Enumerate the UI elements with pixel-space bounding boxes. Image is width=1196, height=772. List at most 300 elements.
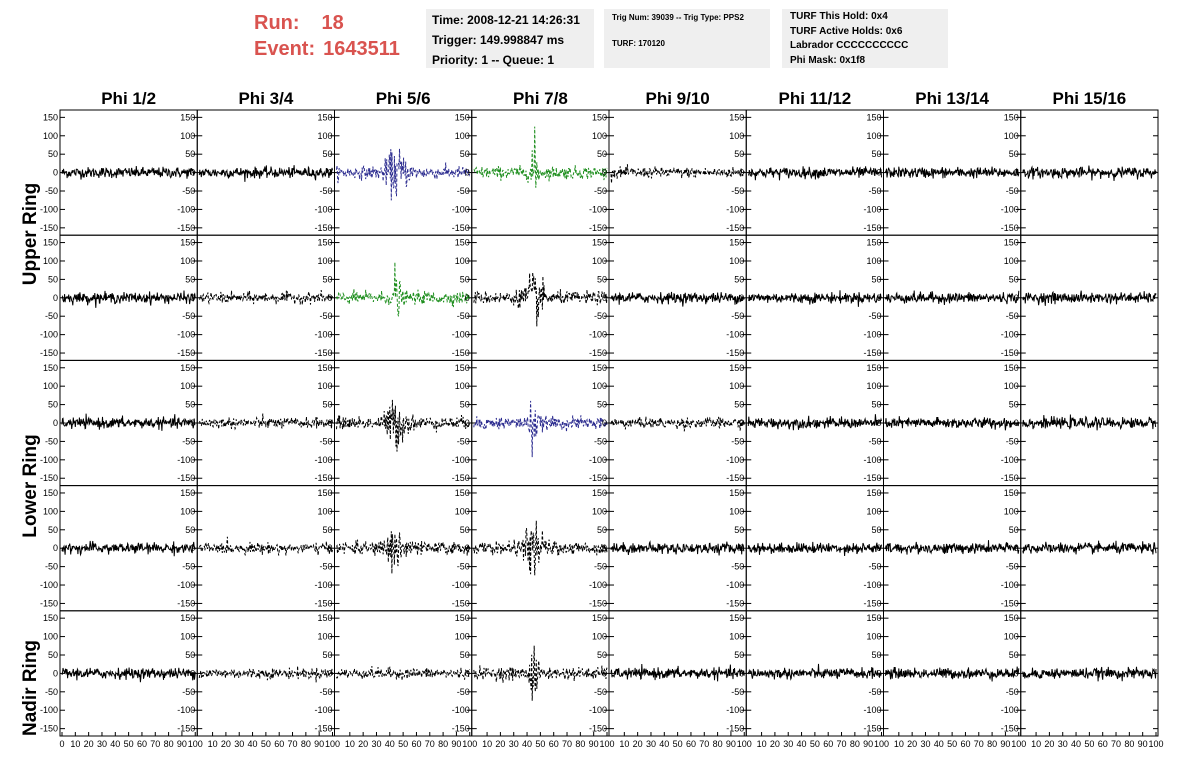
x-tick-label: 30 <box>1057 739 1068 749</box>
y-tick-label: 0 <box>1013 543 1019 554</box>
x-tick-label: 20 <box>632 739 643 749</box>
y-tick-label: 100 <box>42 255 58 266</box>
y-tick-label: 100 <box>454 506 470 517</box>
y-tick-label: 150 <box>1003 362 1019 373</box>
x-tick-label: 10 <box>619 739 630 749</box>
y-tick-label: -100 <box>451 580 470 591</box>
y-tick-label: -50 <box>319 311 333 322</box>
y-tick-label: 150 <box>729 362 745 373</box>
y-tick-label: -50 <box>868 311 882 322</box>
x-tick-label: 80 <box>712 739 723 749</box>
y-tick-label: 50 <box>1008 649 1019 660</box>
y-tick-label: 0 <box>52 167 58 178</box>
y-tick-label: -150 <box>314 723 333 734</box>
y-tick-label: 0 <box>601 543 607 554</box>
run-label: Run: <box>254 12 300 34</box>
y-tick-label: -150 <box>863 723 882 734</box>
waveform-trace <box>1023 667 1156 682</box>
x-tick-label: 20 <box>907 739 918 749</box>
waveform-trace <box>199 290 332 305</box>
x-tick-label: 90 <box>176 739 187 749</box>
y-tick-label: -50 <box>44 686 58 697</box>
y-tick-label: 0 <box>739 668 745 679</box>
y-tick-label: -150 <box>39 723 58 734</box>
x-tick-label: 40 <box>933 739 944 749</box>
y-tick-label: -50 <box>456 186 470 197</box>
y-tick-label: 0 <box>464 668 470 679</box>
y-tick-label: -50 <box>44 561 58 572</box>
y-tick-label: -100 <box>314 329 333 340</box>
y-tick-label: 0 <box>190 167 196 178</box>
y-tick-label: 50 <box>322 649 333 660</box>
y-tick-label: -150 <box>588 348 607 359</box>
y-tick-label: 50 <box>734 649 745 660</box>
y-tick-label: 150 <box>180 362 196 373</box>
y-tick-label: 150 <box>591 487 607 498</box>
y-tick-label: 150 <box>180 237 196 248</box>
y-tick-label: -150 <box>863 348 882 359</box>
y-tick-label: -100 <box>863 705 882 716</box>
y-tick-label: 0 <box>1013 292 1019 303</box>
y-tick-label: 50 <box>47 649 58 660</box>
x-tick-label: 60 <box>685 739 696 749</box>
waveform-trace <box>1023 166 1156 181</box>
y-tick-label: -150 <box>726 598 745 609</box>
waveform-trace <box>474 401 607 457</box>
y-tick-label: -100 <box>1000 705 1019 716</box>
x-tick-label: 20 <box>1044 739 1055 749</box>
y-tick-label: 0 <box>1013 668 1019 679</box>
y-tick-label: -150 <box>177 348 196 359</box>
x-tick-label: 80 <box>300 739 311 749</box>
y-tick-label: 150 <box>591 237 607 248</box>
y-tick-label: 100 <box>1003 381 1019 392</box>
x-tick-label: 90 <box>588 739 599 749</box>
y-tick-label: 50 <box>734 274 745 285</box>
x-tick-label: 50 <box>260 739 271 749</box>
x-tick-label: 60 <box>1097 739 1108 749</box>
labrador-text: Labrador CCCCCCCCCC <box>790 40 909 51</box>
waveform-trace <box>337 531 470 573</box>
y-tick-label: 50 <box>871 649 882 660</box>
x-tick-label: 70 <box>150 739 161 749</box>
y-tick-label: 100 <box>317 631 333 642</box>
y-tick-label: -150 <box>588 222 607 233</box>
y-tick-label: 150 <box>317 487 333 498</box>
y-tick-label: -50 <box>319 436 333 447</box>
y-tick-label: -50 <box>731 436 745 447</box>
y-tick-label: 0 <box>876 167 882 178</box>
x-tick-label: 30 <box>783 739 794 749</box>
column-header: Phi 11/12 <box>778 89 852 108</box>
waveform-trace <box>199 666 332 683</box>
y-tick-label: 100 <box>729 506 745 517</box>
y-tick-label: 150 <box>42 613 58 624</box>
x-tick-label: 70 <box>973 739 984 749</box>
waveform-trace <box>886 540 1019 554</box>
waveform-trace <box>474 646 607 701</box>
y-tick-label: 150 <box>1003 237 1019 248</box>
y-tick-label: -150 <box>863 222 882 233</box>
y-tick-label: 0 <box>876 668 882 679</box>
x-tick-label: 20 <box>83 739 94 749</box>
x-tick-label: 50 <box>535 739 546 749</box>
y-tick-label: -100 <box>1000 580 1019 591</box>
y-tick-label: 100 <box>317 506 333 517</box>
y-tick-label: 150 <box>42 237 58 248</box>
x-tick-label: 60 <box>548 739 559 749</box>
y-tick-label: 0 <box>327 543 333 554</box>
x-tick-label: 80 <box>1124 739 1135 749</box>
y-tick-label: -150 <box>1000 473 1019 484</box>
column-header: Phi 1/2 <box>101 89 157 108</box>
y-tick-label: -150 <box>1000 222 1019 233</box>
y-tick-label: 150 <box>866 237 882 248</box>
y-tick-label: 50 <box>1008 149 1019 160</box>
y-tick-label: -50 <box>868 561 882 572</box>
waveform-trace <box>62 291 195 308</box>
y-tick-label: 50 <box>185 399 196 410</box>
waveform-trace <box>748 542 881 556</box>
y-tick-label: 0 <box>327 668 333 679</box>
x-tick-label: 10 <box>344 739 355 749</box>
y-tick-label: 150 <box>454 237 470 248</box>
y-tick-label: -50 <box>456 311 470 322</box>
y-tick-label: -150 <box>863 473 882 484</box>
waveform-trace <box>337 149 470 201</box>
y-tick-label: -100 <box>177 580 196 591</box>
y-tick-label: -100 <box>588 580 607 591</box>
x-tick-label: 20 <box>769 739 780 749</box>
y-tick-label: -50 <box>868 686 882 697</box>
ring-label-lower: Lower Ring <box>20 434 41 538</box>
y-tick-label: 0 <box>52 543 58 554</box>
y-tick-label: 0 <box>739 167 745 178</box>
y-tick-label: 100 <box>42 506 58 517</box>
x-tick-label: 40 <box>1071 739 1082 749</box>
y-tick-label: 50 <box>734 149 745 160</box>
y-tick-label: 0 <box>464 167 470 178</box>
y-tick-label: 100 <box>729 381 745 392</box>
x-tick-label: 40 <box>522 739 533 749</box>
y-tick-label: 150 <box>591 613 607 624</box>
y-tick-label: 100 <box>180 381 196 392</box>
x-tick-label: 30 <box>645 739 656 749</box>
y-tick-label: -50 <box>731 561 745 572</box>
y-tick-label: -100 <box>451 454 470 465</box>
x-tick-label: 80 <box>438 739 449 749</box>
ring-label-nadir: Nadir Ring <box>20 639 41 737</box>
y-tick-label: -100 <box>451 204 470 215</box>
y-tick-label: 100 <box>317 255 333 266</box>
y-tick-label: 50 <box>459 649 470 660</box>
waveform-trace <box>886 167 1019 179</box>
panel-frame <box>472 611 609 736</box>
y-tick-label: 150 <box>42 487 58 498</box>
y-tick-label: -150 <box>177 473 196 484</box>
y-tick-label: -100 <box>588 204 607 215</box>
x-tick-label: 40 <box>384 739 395 749</box>
waveform-trace <box>62 414 195 431</box>
y-tick-label: 150 <box>729 487 745 498</box>
column-header: Phi 3/4 <box>238 89 294 108</box>
y-tick-label: 0 <box>52 292 58 303</box>
y-tick-label: -100 <box>177 705 196 716</box>
y-tick-label: 150 <box>180 613 196 624</box>
waveform-trace <box>1023 291 1156 306</box>
run-value: 18 <box>321 12 344 34</box>
y-tick-label: 50 <box>459 524 470 535</box>
y-tick-label: -50 <box>593 686 607 697</box>
y-tick-label: 50 <box>1008 524 1019 535</box>
y-tick-label: 0 <box>52 668 58 679</box>
y-tick-label: -50 <box>182 436 196 447</box>
y-tick-label: 0 <box>327 418 333 428</box>
x-tick-label: 70 <box>424 739 435 749</box>
y-tick-label: -100 <box>1000 204 1019 215</box>
y-tick-label: -150 <box>451 723 470 734</box>
waveform-trace <box>611 664 744 681</box>
y-tick-label: 100 <box>1003 631 1019 642</box>
y-tick-label: -150 <box>726 348 745 359</box>
y-tick-label: 100 <box>866 381 882 392</box>
x-tick-label: 100 <box>1148 739 1164 749</box>
y-tick-label: 50 <box>1008 274 1019 285</box>
y-tick-label: -150 <box>451 598 470 609</box>
x-tick-label: 10 <box>482 739 493 749</box>
x-tick-label: 90 <box>863 739 874 749</box>
y-tick-label: 0 <box>601 292 607 303</box>
x-tick-label: 20 <box>220 739 231 749</box>
y-tick-label: -100 <box>588 705 607 716</box>
y-tick-label: 100 <box>1003 506 1019 517</box>
y-tick-label: -150 <box>1000 598 1019 609</box>
y-tick-label: -150 <box>588 473 607 484</box>
y-tick-label: -150 <box>726 473 745 484</box>
y-tick-label: 0 <box>464 292 470 303</box>
y-tick-label: 50 <box>596 399 607 410</box>
y-tick-label: -150 <box>1000 348 1019 359</box>
y-tick-label: -100 <box>1000 454 1019 465</box>
y-tick-label: -150 <box>39 473 58 484</box>
y-tick-label: -100 <box>39 580 58 591</box>
waveform-trace <box>748 414 881 430</box>
waveform-trace <box>474 272 607 326</box>
y-tick-label: -100 <box>863 204 882 215</box>
y-tick-label: -100 <box>863 580 882 591</box>
y-tick-label: 0 <box>1013 167 1019 178</box>
y-tick-label: -100 <box>726 705 745 716</box>
y-tick-label: 150 <box>454 613 470 624</box>
waveform-trace <box>62 166 195 180</box>
waveform-trace <box>611 292 744 307</box>
y-tick-label: 100 <box>866 631 882 642</box>
column-header: Phi 15/16 <box>1052 89 1127 108</box>
trigger-text: Trigger: 149.998847 ms <box>432 33 565 47</box>
y-tick-label: -50 <box>456 561 470 572</box>
y-tick-label: 0 <box>190 543 196 554</box>
y-tick-label: 150 <box>591 112 607 123</box>
x-tick-label: 50 <box>947 739 958 749</box>
y-tick-label: 100 <box>729 130 745 141</box>
x-tick-label: 10 <box>207 739 218 749</box>
y-tick-label: 150 <box>1003 487 1019 498</box>
x-tick-label: 30 <box>920 739 931 749</box>
waveform-trace <box>199 537 332 556</box>
y-tick-label: -100 <box>314 204 333 215</box>
y-tick-label: -100 <box>177 204 196 215</box>
y-tick-label: 50 <box>322 524 333 535</box>
y-tick-label: -100 <box>588 454 607 465</box>
y-tick-label: -150 <box>451 473 470 484</box>
y-tick-label: 0 <box>601 668 607 679</box>
x-tick-label: 90 <box>1000 739 1011 749</box>
y-tick-label: -50 <box>319 561 333 572</box>
waveform-trace <box>474 521 607 576</box>
y-tick-label: -100 <box>726 454 745 465</box>
y-tick-label: -100 <box>39 204 58 215</box>
event-label: Event: <box>254 38 316 60</box>
y-tick-label: 50 <box>596 649 607 660</box>
turf-this-hold-text: TURF This Hold: 0x4 <box>790 11 888 22</box>
x-tick-label: 60 <box>823 739 834 749</box>
waveform-trace <box>886 291 1019 306</box>
y-tick-label: -50 <box>44 186 58 197</box>
y-tick-label: -50 <box>44 311 58 322</box>
y-tick-label: -50 <box>731 186 745 197</box>
y-tick-label: 150 <box>180 487 196 498</box>
y-tick-label: 150 <box>454 362 470 373</box>
x-tick-label: 20 <box>495 739 506 749</box>
y-tick-label: 150 <box>866 487 882 498</box>
x-tick-label: 50 <box>1084 739 1095 749</box>
y-tick-label: 50 <box>459 149 470 160</box>
y-tick-label: 50 <box>185 149 196 160</box>
y-tick-label: -50 <box>593 186 607 197</box>
x-tick-label: 80 <box>849 739 860 749</box>
y-tick-label: 0 <box>190 668 196 679</box>
waveform-trace <box>1023 541 1156 555</box>
waveform-trace <box>337 666 470 681</box>
y-tick-label: -50 <box>1005 186 1019 197</box>
x-tick-label: 100 <box>736 739 752 749</box>
time-text: Time: 2008-12-21 14:26:31 <box>432 13 580 27</box>
y-tick-label: 0 <box>739 292 745 303</box>
y-tick-label: 100 <box>180 130 196 141</box>
y-tick-label: -50 <box>1005 436 1019 447</box>
y-tick-label: -50 <box>182 561 196 572</box>
y-tick-label: -150 <box>726 222 745 233</box>
y-tick-label: -50 <box>1005 686 1019 697</box>
y-tick-label: 150 <box>591 362 607 373</box>
y-tick-label: 100 <box>42 130 58 141</box>
y-tick-label: 50 <box>47 149 58 160</box>
y-tick-label: 0 <box>464 543 470 554</box>
y-tick-label: -50 <box>456 686 470 697</box>
y-tick-label: -100 <box>39 705 58 716</box>
y-tick-label: -150 <box>1000 723 1019 734</box>
y-tick-label: 50 <box>47 524 58 535</box>
x-tick-label: 100 <box>462 739 478 749</box>
x-tick-label: 30 <box>96 739 107 749</box>
y-tick-label: -100 <box>451 705 470 716</box>
x-tick-label: 70 <box>287 739 298 749</box>
y-tick-label: 50 <box>734 524 745 535</box>
x-tick-label: 100 <box>1011 739 1027 749</box>
y-tick-label: 100 <box>866 506 882 517</box>
y-tick-label: 100 <box>42 631 58 642</box>
y-tick-label: -50 <box>182 311 196 322</box>
y-tick-label: -150 <box>863 598 882 609</box>
column-header: Phi 13/14 <box>915 89 989 108</box>
x-tick-label: 90 <box>1137 739 1148 749</box>
y-tick-label: -150 <box>314 222 333 233</box>
y-tick-label: 150 <box>729 613 745 624</box>
x-tick-label: 60 <box>411 739 422 749</box>
x-tick-label: 40 <box>247 739 258 749</box>
x-tick-label: 50 <box>809 739 820 749</box>
y-tick-label: -100 <box>863 329 882 340</box>
x-tick-label: 40 <box>110 739 121 749</box>
y-tick-label: 100 <box>729 255 745 266</box>
y-tick-label: -150 <box>314 598 333 609</box>
y-tick-label: -100 <box>177 329 196 340</box>
y-tick-label: 50 <box>871 274 882 285</box>
column-header: Phi 9/10 <box>645 89 710 108</box>
y-tick-label: 100 <box>866 130 882 141</box>
y-tick-label: 0 <box>601 418 607 428</box>
waveform-trace <box>886 416 1019 430</box>
y-tick-label: 50 <box>596 149 607 160</box>
y-tick-label: 100 <box>591 381 607 392</box>
y-tick-label: 150 <box>866 613 882 624</box>
y-tick-label: 50 <box>322 399 333 410</box>
y-tick-label: 0 <box>464 418 470 428</box>
waveform-trace <box>748 290 881 307</box>
y-tick-label: -150 <box>177 723 196 734</box>
x-tick-label: 70 <box>1111 739 1122 749</box>
y-tick-label: 50 <box>47 399 58 410</box>
y-tick-label: -50 <box>456 436 470 447</box>
y-tick-label: -100 <box>314 454 333 465</box>
y-tick-label: -150 <box>451 348 470 359</box>
x-tick-label: 70 <box>836 739 847 749</box>
x-tick-label: 100 <box>187 739 203 749</box>
priority-text: Priority: 1 -- Queue: 1 <box>432 53 555 67</box>
y-tick-label: 100 <box>454 255 470 266</box>
waveform-trace <box>199 414 332 430</box>
y-tick-label: 50 <box>185 524 196 535</box>
x-tick-label: 10 <box>70 739 81 749</box>
x-tick-label: 50 <box>398 739 409 749</box>
y-tick-label: 150 <box>866 362 882 373</box>
event-value: 1643511 <box>323 38 400 60</box>
y-tick-label: 100 <box>1003 255 1019 266</box>
y-tick-label: -100 <box>39 454 58 465</box>
y-tick-label: -150 <box>726 723 745 734</box>
y-tick-label: -100 <box>863 454 882 465</box>
y-tick-label: 0 <box>52 418 58 428</box>
y-tick-label: -150 <box>177 222 196 233</box>
y-tick-label: 0 <box>876 543 882 554</box>
y-tick-label: 50 <box>185 274 196 285</box>
y-tick-label: 50 <box>871 149 882 160</box>
y-tick-label: -50 <box>1005 561 1019 572</box>
x-tick-label: 20 <box>358 739 369 749</box>
x-tick-label: 50 <box>672 739 683 749</box>
x-tick-label: 100 <box>324 739 341 749</box>
y-tick-label: 50 <box>596 274 607 285</box>
